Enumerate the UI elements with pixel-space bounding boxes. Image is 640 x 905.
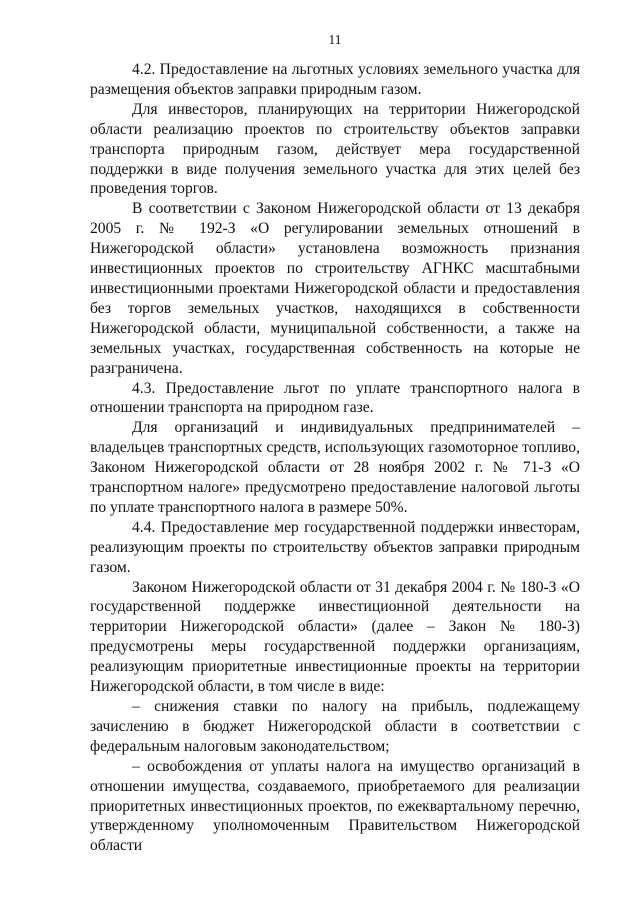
- paragraph: Для инвесторов, планирующих на территории Нижегородской области реализацию проектов по строительству объектов заправки транспорта природным газом, действует мера государственной поддержки в виде получения земельного участка для этих целей без проведения торгов.: [90, 100, 580, 198]
- page-number: 11: [328, 32, 342, 47]
- document-body: [90, 60, 580, 856]
- list-item: – снижения ставки по налогу на прибыль, подлежащему зачислению в бюджет Нижегородской области в соответствии с федеральным налоговым законодательством;: [90, 698, 580, 755]
- paragraph: Законом Нижегородской области от 31 декабря 2004 г. № 180-З «О государственной поддержке инвестиционной деятельности на территории Нижегородской области» (далее – Закон № 180-З) предусмотрены меры государственной поддержки организациям, реализующим приоритетные инвестиционные проекты на территории Нижегородской области, в том числе в виде:: [90, 578, 580, 696]
- list-item: – освобождения от уплаты налога на имущество организаций в отношении имущества, создаваемого, приобретаемого для реализации приоритетных инвестиционных проектов, по ежеквартальному перечню, утвержденному уполномоченным Правительством Нижегородской области: [90, 757, 580, 855]
- paragraph: Для организаций и индивидуальных предпринимателей – владельцев транспортных средств, использующих газомоторное топливо, Законом Нижегородской области от 28 ноября 2002 г. № 71-З «О транспортном налоге» предусмотрено предоставление налоговой льготы по уплате транспортного налога в размере 50%.: [90, 419, 580, 516]
- paragraph: В соответствии с Законом Нижегородской области от 13 декабря 2005 г. № 192-З «О регулировании земельных отношений в Нижегородской области» установлена возможность признания инвестиционных проектов по строительству АГНКС масштабными инвестиционными проектами Нижегородской области и предоставления без торгов земельных участков, находящихся в собственности Нижегородской области, муниципальной собственности, а также на земельных участках, государственная собственность на которые не разграничена.: [90, 200, 580, 377]
- section-heading-4-4: 4.4. Предоставление мер государственной поддержки инвесторам, реализующим проекты по строительству объектов заправки природным газом.: [90, 518, 580, 576]
- section-heading-4-3: 4.3. Предоставление льгот по уплате транспортного налога в отношении транспорта на природном газе.: [90, 379, 580, 417]
- section-heading-4-2: 4.2. Предоставление на льготных условиях земельного участка для размещения объектов заправки природным газом.: [90, 61, 580, 98]
